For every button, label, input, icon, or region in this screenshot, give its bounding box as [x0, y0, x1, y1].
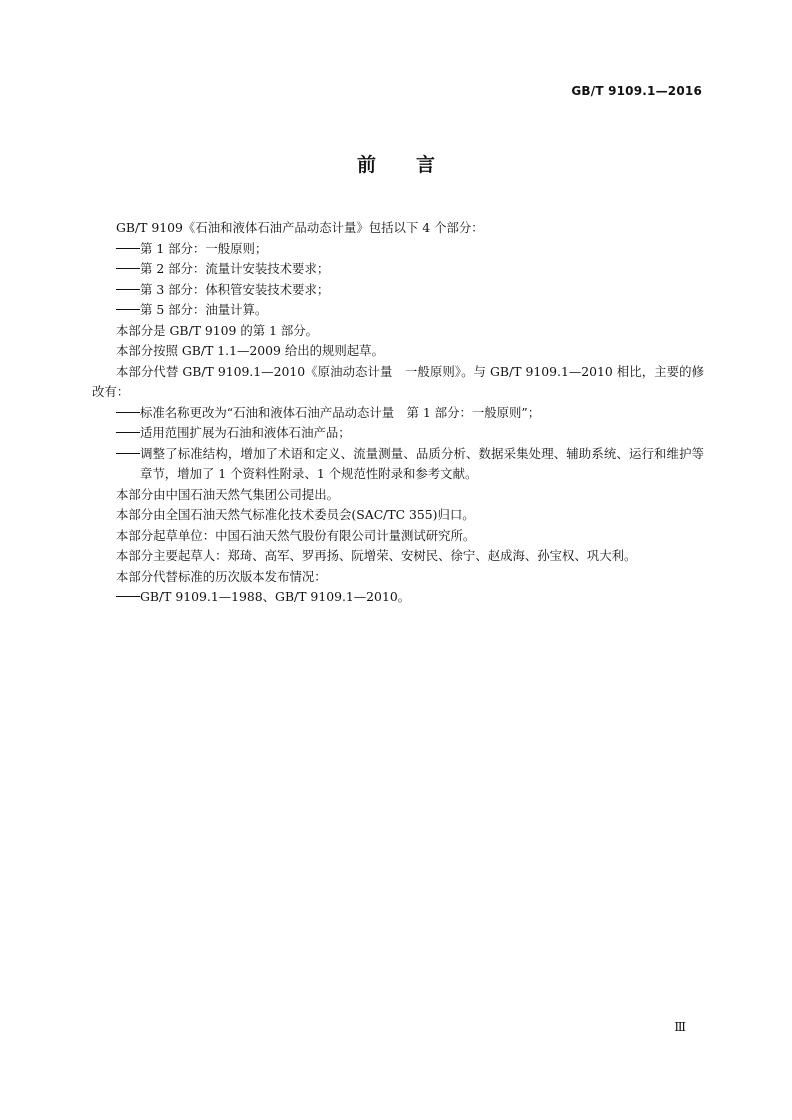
paragraph: 本部分代替 GB/T 9109.1—2010《原油动态计量 一般原则》。与 GB/T 9109.1—2010 相比，主要的修改有： [92, 363, 704, 399]
dash-marker [116, 596, 140, 597]
dash-marker [116, 248, 140, 249]
list-item [116, 239, 704, 260]
dash-marker [116, 268, 140, 269]
paragraph: GB/T 9109《石油和液体石油产品动态计量》包括以下 4 个部分： [116, 220, 484, 235]
page-number: Ⅲ [674, 1020, 686, 1034]
list-item-text: 第 3 部分：体积管安装技术要求； [140, 281, 330, 297]
list-item [116, 423, 704, 444]
paragraph: 本部分代替标准的历次版本发布情况： [116, 568, 327, 584]
dash-marker [116, 453, 140, 454]
dash-marker [116, 309, 140, 310]
list-item-text: 标准名称更改为“石油和液体石油产品动态计量 第 1 部分：一般原则”； [140, 404, 541, 420]
list-item [116, 587, 704, 608]
page-title: 前言 [356, 154, 475, 176]
list-item [116, 444, 704, 485]
list-item [116, 300, 704, 321]
dash-marker [116, 289, 140, 290]
paragraph: 本部分是 GB/T 9109 的第 1 部分。 [116, 322, 319, 338]
list-item [116, 280, 704, 301]
list-item [116, 403, 704, 424]
paragraph: 本部分由全国石油天然气标准化技术委员会(SAC/TC 355)归口。 [116, 507, 475, 522]
list-item-text: 第 1 部分：一般原则； [140, 240, 268, 256]
foreword-body [92, 218, 704, 608]
list-item-text: 第 5 部分：油量计算。 [140, 302, 268, 317]
list-item-text: 第 2 部分：流量计安装技术要求； [140, 261, 330, 276]
list-item-text: 调整了标准结构，增加了术语和定义、流量测量、品质分析、数据采集处理、辅助系统、运行和维护等章节，增加了 1 个资料性附录、1 个规范性附录和参考文献。 [140, 445, 704, 481]
list-item-text: GB/T 9109.1—1988、GB/T 9109.1—2010。 [140, 589, 411, 604]
dash-marker [116, 412, 140, 413]
paragraph: 本部分按照 GB/T 1.1—2009 给出的规则起草。 [116, 343, 384, 358]
list-item [116, 259, 704, 280]
paragraph: 本部分主要起草人：郑琦、高军、罗再扬、阮增荣、安树民、徐宁、赵成海、孙宝权、巩大利。 [116, 548, 637, 563]
standard-code: GB/T 9109.1—2016 [571, 84, 702, 98]
list-item-text: 适用范围扩展为石油和液体石油产品； [140, 425, 351, 440]
paragraph: 本部分起草单位：中国石油天然气股份有限公司计量测试研究所。 [116, 527, 476, 543]
dash-marker [116, 432, 140, 433]
paragraph: 本部分由中国石油天然气集团公司提出。 [116, 486, 340, 502]
